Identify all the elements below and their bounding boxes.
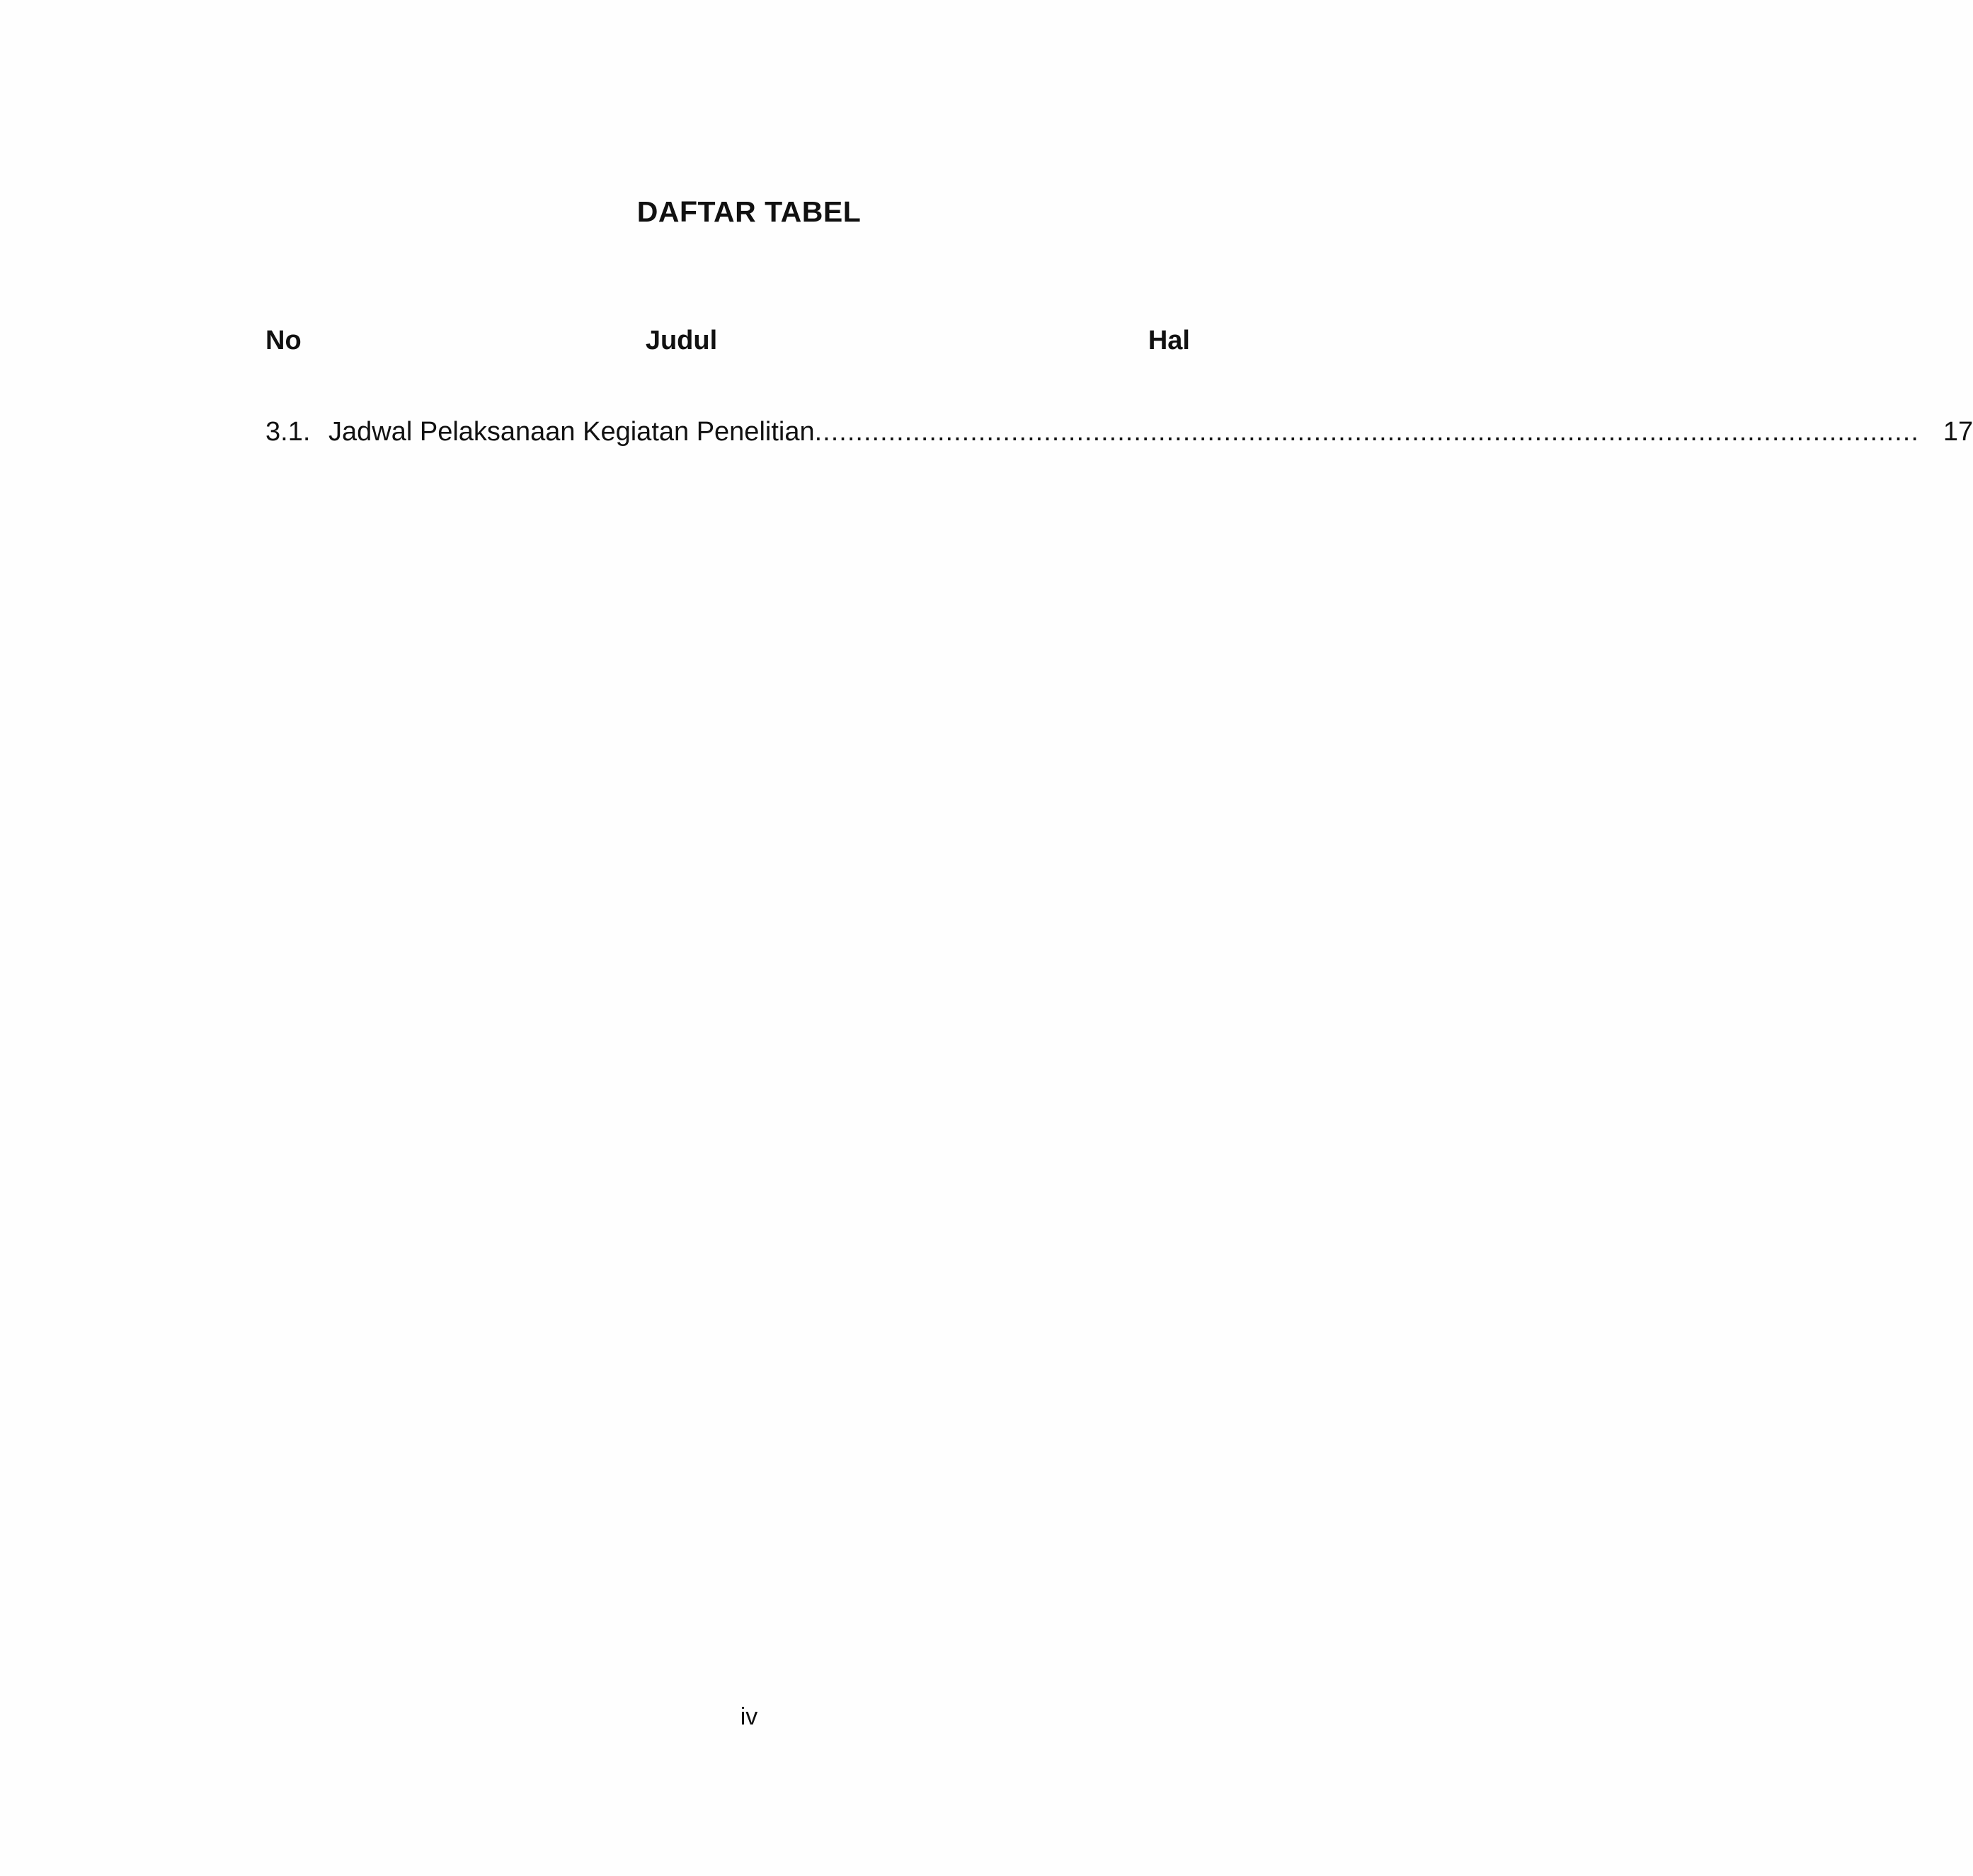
column-header-hal: Hal — [1148, 326, 1190, 355]
column-header-judul: Judul — [645, 326, 718, 355]
toc-entry-page: 17 — [1943, 417, 1973, 447]
page-number: iv — [740, 1703, 758, 1730]
toc-entry-number: 3.1. — [265, 417, 311, 447]
toc-entry-title: Jadwal Pelaksanaan Kegiatan Penelitian — [328, 417, 815, 447]
toc-entry-leader: ....................................................................................................................................... — [814, 417, 1919, 447]
toc-entry — [265, 417, 1973, 451]
column-header-no: No — [265, 326, 302, 355]
page-title: DAFTAR TABEL — [636, 195, 862, 228]
